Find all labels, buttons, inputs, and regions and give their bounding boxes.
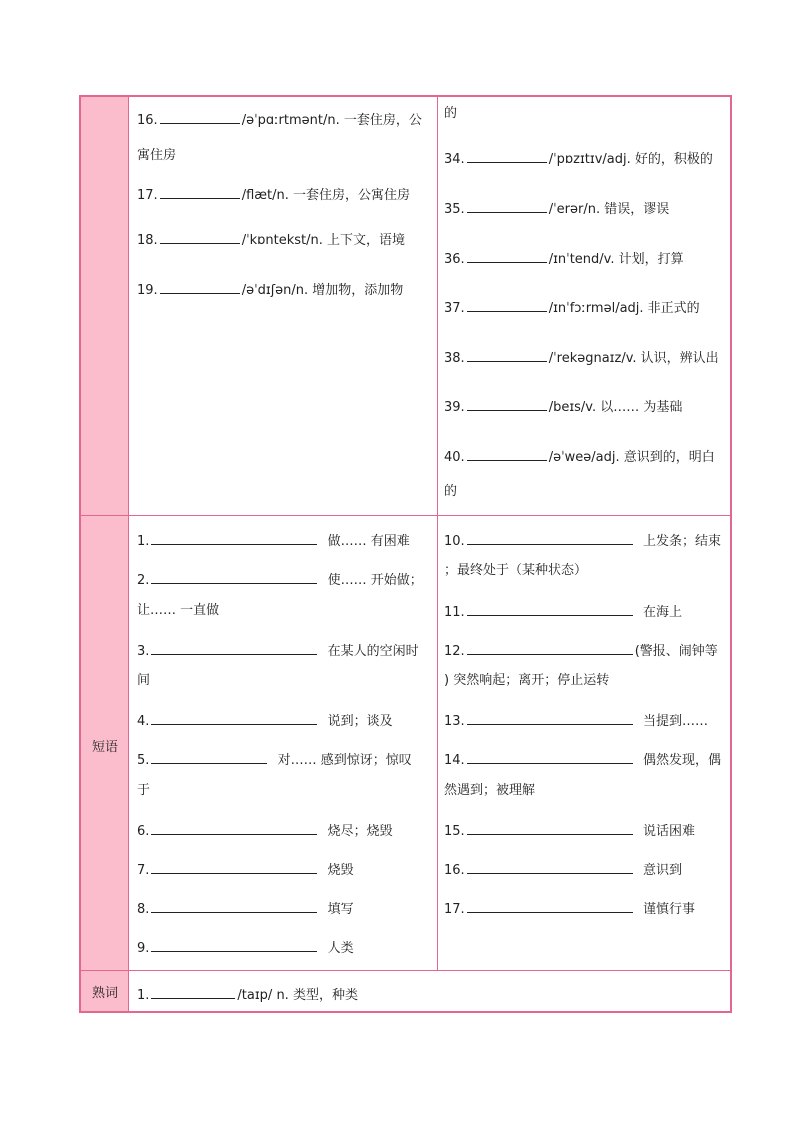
vocab-item-40-cont: 的 xyxy=(444,484,458,499)
vocabulary-table xyxy=(79,95,732,1013)
phrase-item-12: 12. (警报、闹钟等 xyxy=(444,641,718,661)
phrase-item-10: 10. 上发条；结束 xyxy=(444,531,721,551)
familiar-side-cell xyxy=(81,971,129,1011)
answer-blank[interactable] xyxy=(151,821,317,835)
familiar-item-1: 1. /taɪp/ n. 类型，种类 xyxy=(137,985,358,1005)
phrase-item-3: 3. 在某人的空闲时 xyxy=(137,641,419,661)
column-divider xyxy=(437,97,438,970)
answer-blank[interactable] xyxy=(160,280,240,294)
answer-blank[interactable] xyxy=(467,899,633,913)
answer-blank[interactable] xyxy=(467,348,547,362)
answer-blank[interactable] xyxy=(151,570,317,584)
answer-blank[interactable] xyxy=(467,298,547,312)
phrase-item-2: 2. 使…… 开始做； xyxy=(137,570,423,590)
row-divider xyxy=(81,970,730,971)
answer-blank[interactable] xyxy=(151,985,235,999)
phrase-item-14-cont: 然遇到；被理解 xyxy=(444,783,536,798)
answer-blank[interactable] xyxy=(467,249,547,263)
answer-blank[interactable] xyxy=(467,397,547,411)
vocab-item-33-cont: 的 xyxy=(444,106,458,121)
vocab-item-36: 36. /ɪnˈtend/v. 计划，打算 xyxy=(444,249,684,269)
answer-blank[interactable] xyxy=(160,230,240,244)
phrases-side-cell xyxy=(81,516,129,970)
answer-blank[interactable] xyxy=(467,860,633,874)
phrase-item-14: 14. 偶然发现，偶 xyxy=(444,750,721,770)
vocab-item-37: 37. /ɪnˈfɔːrməl/adj. 非正式的 xyxy=(444,298,700,318)
vocab-item-34: 34. /ˈpɒzɪtɪv/adj. 好的，积极的 xyxy=(444,149,713,169)
vocab-item-35: 35. /ˈerər/n. 错误，谬误 xyxy=(444,199,669,219)
answer-blank[interactable] xyxy=(467,149,547,163)
answer-blank[interactable] xyxy=(467,641,633,655)
phrase-item-10-cont: ；最终处于（某种状态） xyxy=(444,563,588,578)
vocab-item-17: 17. /flæt/n. 一套住房，公寓住房 xyxy=(137,185,410,205)
answer-blank[interactable] xyxy=(151,711,317,725)
vocab-item-38: 38. /ˈrekəgnaɪz/v. 认识，辨认出 xyxy=(444,348,719,368)
phrase-item-3-cont: 间 xyxy=(137,673,151,688)
answer-blank[interactable] xyxy=(151,860,317,874)
phrase-item-13: 13. 当提到…… xyxy=(444,711,708,731)
phrases-label: 短语 xyxy=(91,740,118,755)
answer-blank[interactable] xyxy=(151,899,317,913)
phrase-item-12-cont: ) 突然响起；离开；停止运转 xyxy=(444,673,610,688)
vocab-item-16-cont: 寓住房 xyxy=(137,148,177,163)
answer-blank[interactable] xyxy=(160,110,240,124)
phrase-item-2-cont: 让…… 一直做 xyxy=(137,603,220,618)
answer-blank[interactable] xyxy=(151,750,267,764)
phrase-item-17: 17. 谨慎行事 xyxy=(444,899,695,919)
row-divider xyxy=(81,515,730,516)
phrase-item-1: 1. 做…… 有困难 xyxy=(137,531,410,551)
familiar-label: 熟词 xyxy=(91,986,118,1001)
answer-blank[interactable] xyxy=(467,199,547,213)
phrase-item-6: 6. 烧尽；烧毁 xyxy=(137,821,393,841)
answer-blank[interactable] xyxy=(467,447,547,461)
answer-blank[interactable] xyxy=(151,531,317,545)
answer-blank[interactable] xyxy=(467,602,633,616)
phrase-item-5: 5. 对…… 感到惊讶；惊叹 xyxy=(137,750,412,770)
vocab-item-16: 16. /əˈpɑːrtmənt/n. 一套住房，公 xyxy=(137,110,422,130)
phrase-item-4: 4. 说到；谈及 xyxy=(137,711,393,731)
vocab-item-39: 39. /beɪs/v. 以…… 为基础 xyxy=(444,397,682,417)
answer-blank[interactable] xyxy=(160,185,240,199)
phrase-item-8: 8. 填写 xyxy=(137,899,354,919)
vocab-item-18: 18. /ˈkɒntekst/n. 上下文，语境 xyxy=(137,230,405,250)
phrase-item-11: 11. 在海上 xyxy=(444,602,682,622)
phrase-item-7: 7. 烧毁 xyxy=(137,860,354,880)
answer-blank[interactable] xyxy=(467,531,633,545)
vocab-side-cell xyxy=(81,97,129,515)
vocab-item-19: 19. /əˈdɪʃən/n. 增加物，添加物 xyxy=(137,280,403,300)
answer-blank[interactable] xyxy=(151,641,317,655)
answer-blank[interactable] xyxy=(467,821,633,835)
vocab-item-40: 40. /əˈweə/adj. 意识到的，明白 xyxy=(444,447,715,467)
answer-blank[interactable] xyxy=(467,711,633,725)
phrase-item-9: 9. 人类 xyxy=(137,938,354,958)
phrase-item-5-cont: 于 xyxy=(137,783,151,798)
answer-blank[interactable] xyxy=(151,938,317,952)
phrase-item-16: 16. 意识到 xyxy=(444,860,682,880)
phrase-item-15: 15. 说话困难 xyxy=(444,821,695,841)
answer-blank[interactable] xyxy=(467,750,633,764)
